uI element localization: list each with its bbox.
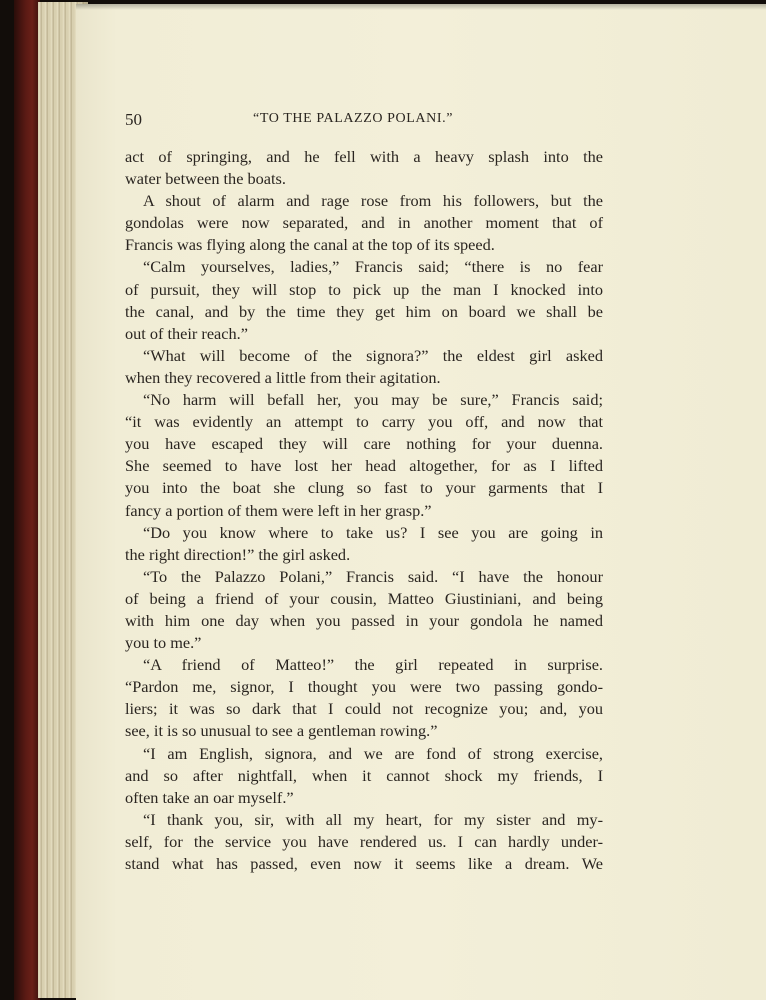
text-line: “I am English, signora, and we are fond of strong exercise, [143, 743, 603, 763]
text-line: when they recovered a little from their agitation. [125, 367, 441, 387]
text-line: act of springing, and he fell with a heavy splash into the [125, 147, 603, 166]
text-line: you to me.” [125, 633, 202, 653]
text-line: “Do you know where to take us? I see you are going in [143, 522, 603, 542]
text-line: “I thank you, sir, with all my heart, for my sister and my- [143, 809, 603, 829]
text-line: with him one day when you passed in your gondola he named [125, 610, 603, 630]
text-line: She seemed to have lost her head altogether, for as I lifted [125, 456, 603, 476]
text-line: of being a friend of your cousin, Matteo Giustiniani, and being [125, 588, 603, 608]
page-number: 50 [125, 110, 142, 129]
text-line: self, for the service you have rendered us. I can hardly under- [125, 831, 603, 851]
text-line: “Pardon me, signor, I thought you were two passing gondo- [125, 677, 603, 697]
book-cover-edge [14, 0, 40, 1000]
body-text [125, 146, 603, 875]
text-line: “What will become of the signora?” the eldest girl asked [143, 345, 603, 365]
text-line: fancy a portion of them were left in her grasp.” [125, 500, 432, 520]
text-line: the canal, and by the time they get him on board we shall be [125, 301, 603, 321]
text-line: see, it is so unusual to see a gentleman rowing.” [125, 721, 438, 741]
text-line: out of their reach.” [125, 323, 248, 343]
text-line: “Calm yourselves, ladies,” Francis said; “there is no fear [143, 257, 603, 277]
text-line: stand what has passed, even now it seems like a dream. We [125, 854, 603, 873]
text-line: of pursuit, they will stop to pick up the man I knocked into [125, 279, 603, 299]
text-line: you have escaped they will care nothing for your duenna. [125, 434, 603, 454]
text-line: “No harm will befall her, you may be sure,” Francis said; [143, 390, 603, 410]
page-top-shadow [76, 4, 766, 10]
text-line: liers; it was so dark that I could not recognize you; and, you [125, 699, 603, 719]
page-header [125, 110, 605, 134]
text-line: “A friend of Matteo!” the girl repeated in surprise. [143, 655, 603, 675]
text-line: A shout of alarm and rage rose from his followers, but the [143, 191, 603, 211]
text-line: the right direction!” the girl asked. [125, 544, 351, 564]
text-line: water between the boats. [125, 169, 286, 189]
text-line: Francis was flying along the canal at the top of its speed. [125, 235, 495, 255]
text-line: often take an oar myself.” [125, 787, 294, 807]
text-line: “To the Palazzo Polani,” Francis said. “I have the honour [143, 566, 603, 586]
text-line: gondolas were now separated, and in another moment that of [125, 213, 603, 233]
text-line: you into the boat she clung so fast to your garments that I [125, 478, 603, 498]
running-title: “TO THE PALAZZO POLANI.” [253, 111, 454, 126]
text-line: and so after nightfall, when it cannot shock my friends, I [125, 765, 603, 785]
text-line: “it was evidently an attempt to carry you off, and now that [125, 412, 603, 432]
